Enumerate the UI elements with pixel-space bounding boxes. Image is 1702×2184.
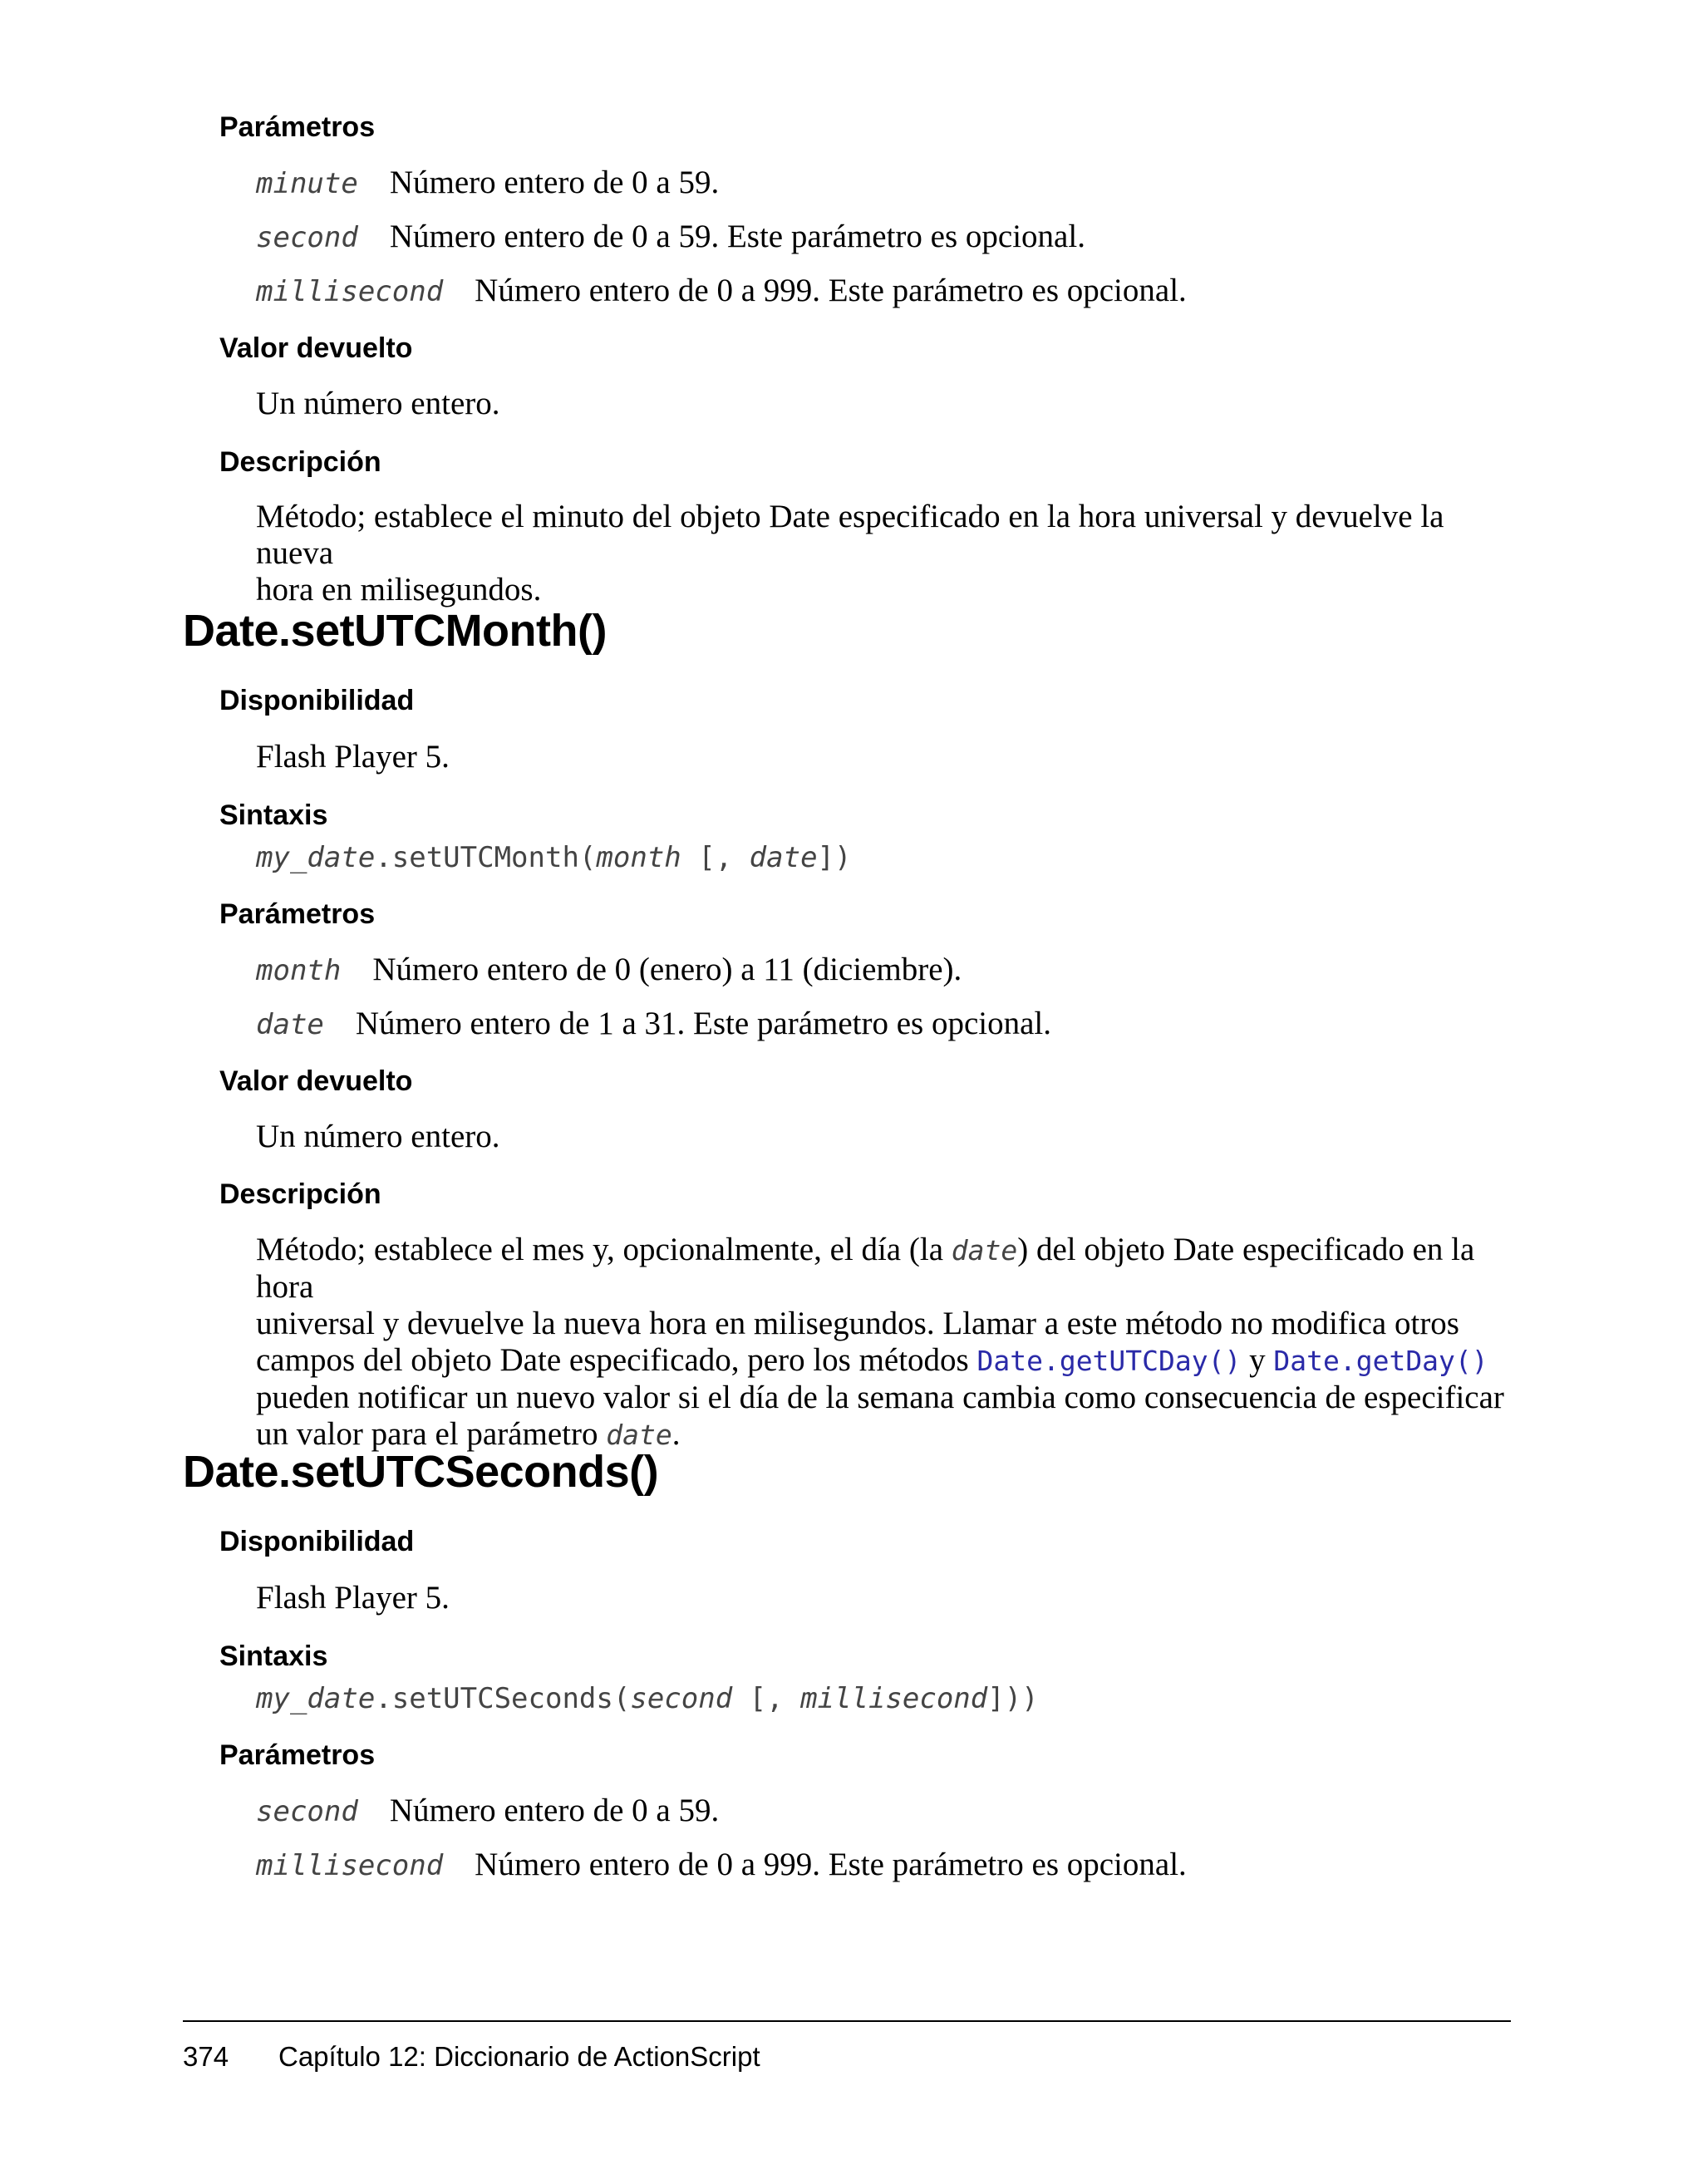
availability-heading: Disponibilidad: [219, 685, 415, 716]
return-value-heading: Valor devuelto: [219, 1065, 413, 1097]
syntax-heading: Sintaxis: [219, 1640, 328, 1672]
param-name: second: [256, 221, 358, 254]
param-name: date: [256, 1008, 324, 1041]
param-description: Número entero de 1 a 31. Este parámetro es opcional.: [355, 1006, 1052, 1041]
return-value-text: Un número entero.: [256, 386, 500, 421]
syntax-sep: [,: [732, 1682, 801, 1715]
param-name: month: [256, 954, 342, 987]
param-row: [256, 272, 1187, 309]
syntax-method: .setUTCSeconds(: [375, 1682, 631, 1715]
link-date-getutcday[interactable]: Date.getUTCDay(): [976, 1345, 1242, 1377]
description-heading: Descripción: [219, 446, 381, 478]
syntax-end: ]): [817, 841, 852, 874]
param-row: [256, 1846, 1187, 1883]
syntax-end: ])): [987, 1682, 1039, 1715]
param-description: Número entero de 0 a 59.: [389, 165, 720, 200]
page-number: 374: [183, 2041, 229, 2072]
syntax-object: my_date: [256, 1682, 376, 1715]
syntax-code: [256, 841, 852, 874]
param-description: Número entero de 0 a 999. Este parámetro es opcional.: [475, 273, 1187, 308]
description-paragraph: Método; establece el mes y, opcionalmente, el día (la date) del objeto Date especificado en la hora universal y devuelve la nueva hora en milisegundos. Llamar a este método no modifica otros campos del objeto Date especificado, pero los métodos Date.getUTCDay() y Date.getDay() pueden notificar un nuevo valor si el día de la semana cambia como consecuencia de especificar un valor para el parámetro date.: [256, 1232, 1504, 1452]
param-name: millisecond: [256, 1849, 444, 1882]
footer-divider: [183, 2020, 1511, 2022]
syntax-method: .setUTCMonth(: [375, 841, 597, 874]
description-paragraph: [256, 499, 1519, 608]
parameters-heading: Parámetros: [219, 898, 376, 930]
availability-text: Flash Player 5.: [256, 1580, 450, 1616]
param-description: Número entero de 0 (enero) a 11 (diciembre).: [372, 952, 962, 987]
return-value-text: Un número entero.: [256, 1119, 500, 1154]
description-line: Método; establece el minuto del objeto Date especificado en la hora universal y devuelve la nueva: [256, 499, 1444, 571]
syntax-code: [256, 1682, 1039, 1715]
syntax-sep: [,: [681, 841, 750, 874]
chapter-title: Capítulo 12: Diccionario de ActionScript: [278, 2041, 760, 2072]
entry-title: Date.setUTCSeconds(): [183, 1447, 659, 1497]
syntax-arg: month: [596, 841, 681, 874]
syntax-arg: date: [749, 841, 818, 874]
param-description: Número entero de 0 a 59.: [389, 1793, 720, 1828]
inline-code: date: [606, 1419, 672, 1451]
syntax-heading: Sintaxis: [219, 799, 328, 831]
link-date-getday[interactable]: Date.getDay(): [1273, 1345, 1488, 1377]
param-description: Número entero de 0 a 999. Este parámetro es opcional.: [475, 1847, 1187, 1882]
inline-code: date: [951, 1234, 1018, 1267]
description-heading: Descripción: [219, 1178, 381, 1210]
param-row: [256, 1792, 719, 1829]
entry-title: Date.setUTCMonth(): [183, 606, 607, 656]
availability-text: Flash Player 5.: [256, 739, 450, 775]
syntax-arg: millisecond: [800, 1682, 988, 1715]
param-row: [256, 218, 1085, 255]
param-name: second: [256, 1795, 358, 1828]
parameters-heading: Parámetros: [219, 1739, 376, 1771]
param-row: [256, 951, 962, 988]
param-row: [256, 164, 719, 201]
return-value-heading: Valor devuelto: [219, 332, 413, 364]
syntax-object: my_date: [256, 841, 376, 874]
param-row: [256, 1005, 1051, 1042]
param-description: Número entero de 0 a 59. Este parámetro es opcional.: [389, 219, 1085, 254]
availability-heading: Disponibilidad: [219, 1526, 415, 1557]
syntax-arg: second: [630, 1682, 733, 1715]
param-name: millisecond: [256, 275, 444, 308]
description-line: hora en milisegundos.: [256, 572, 542, 607]
parameters-heading: Parámetros: [219, 111, 376, 143]
param-name: minute: [256, 167, 358, 200]
